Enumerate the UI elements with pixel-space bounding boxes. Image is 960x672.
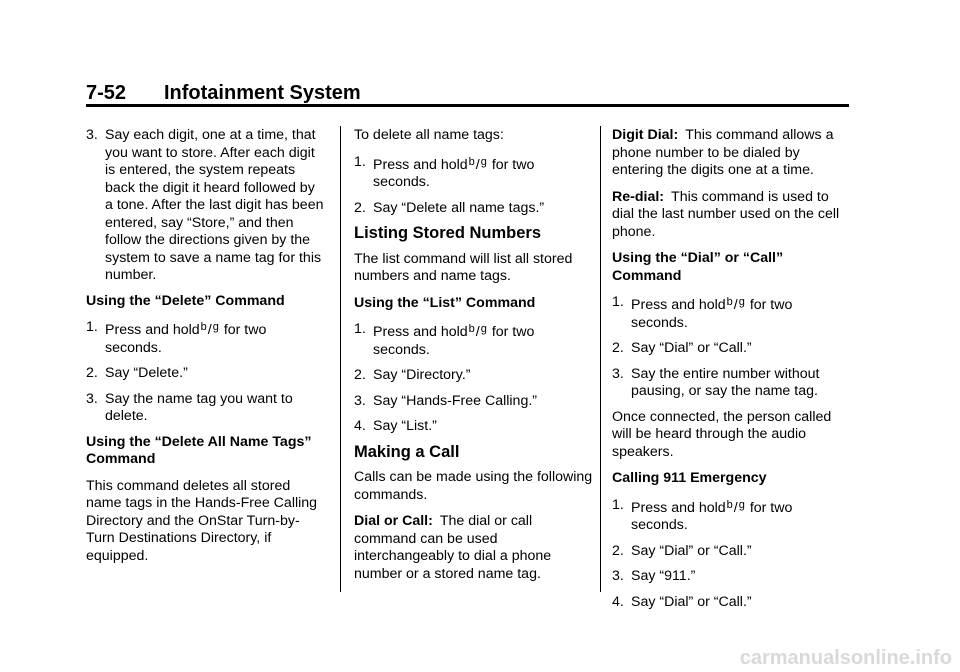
column-1 [86,127,326,574]
step-number: 2. [612,340,624,356]
dial-step-1 [612,294,852,332]
page-title: Infotainment System [164,82,361,104]
step-number: 3. [612,568,624,584]
step-text-post: for two seconds. [105,322,267,356]
step-text-post: for two seconds. [631,297,793,331]
step-number: 1. [612,294,624,310]
emergency-step-4 [612,594,852,612]
dial-step-3 [612,366,852,401]
step-number: 1. [86,319,98,335]
list-command-heading: Using the “List” Command [354,294,536,311]
dial-or-call-term: Dial or Call: [354,513,433,529]
emergency-step-1 [612,497,852,535]
step-text-post: for two seconds. [373,324,535,358]
digit-dial-term: Digit Dial: [612,127,679,143]
step-text-post: for two seconds. [631,499,793,533]
icon-separator: / [733,499,738,516]
step-number: 3. [86,390,98,407]
talk-icon: b [200,321,207,333]
emergency-heading: Calling 911 Emergency [612,470,767,486]
emergency-step-2 [612,543,852,561]
phone-icon: g [480,155,487,168]
step-text-pre: Press and hold [373,324,468,340]
redial-text: This command is used to dial the last number used on the cell phone. [612,188,840,240]
step-text: Say “Directory.” [373,367,471,383]
icon-separator: / [207,322,212,338]
delete-all-step-2 [354,200,594,218]
phone-icon: g [738,498,745,511]
emergency-step-3 [612,568,852,586]
step-text: Say “Hands-Free Calling.” [373,392,538,409]
step-text: Say “911.” [631,568,696,584]
step-number: 3. [86,127,98,143]
step-text-pre: Press and hold [373,156,468,173]
column-3 [612,127,852,619]
page-number: 7-52 [86,82,127,104]
phone-icon: g [480,323,487,335]
redial-term: Re-dial: [612,188,665,205]
icon-separator: / [475,156,480,173]
step-text-post: for two seconds. [373,156,535,190]
step-number: 2. [612,542,624,559]
making-a-call-paragraph: Calls can be made using the following commands. [354,469,593,503]
listing-stored-numbers-heading: Listing Stored Numbers [354,224,542,242]
talk-icon: b [726,296,733,308]
making-a-call-heading: Making a Call [354,442,460,461]
step-number: 1. [612,496,624,513]
digit-dial-text: This command allows a phone number to be dialed by entering the digits one at a time. [612,127,834,178]
delete-all-heading: Using the “Delete All Name Tags” Command [86,433,312,467]
column-divider-2 [600,126,601,592]
step-text: Say “Dial” or “Call.” [631,593,752,610]
list-step-3 [354,393,594,411]
step-text: Say each digit, one at a time, that you want to store. After each digit is entered, the system repeats back the digit it heard followed by a tone. After the last digit has been entered, say “Store,” and then follow the directions given by the system to save a name tag for this number. [105,127,324,283]
header-rule [86,104,849,107]
step-text-pre: Press and hold [631,499,726,516]
step-text-pre: Press and hold [105,322,200,338]
delete-step-3 [86,391,326,426]
delete-command-heading: Using the “Delete” Command [86,292,285,309]
step-number: 4. [354,418,366,434]
phone-icon: g [738,296,745,308]
step-text: Say “Dial” or “Call.” [631,340,752,356]
icon-separator: / [733,297,738,313]
talk-icon: b [468,323,475,335]
column-2 [354,127,594,592]
step-number: 4. [612,593,624,610]
redial-definition [612,189,852,242]
list-step-4 [354,418,594,436]
talk-icon: b [726,498,733,511]
dial-call-command-heading: Using the “Dial” or “Call” Command [612,250,784,284]
step-text: Say the entire number without pausing, or say the name tag. [631,365,820,399]
column-divider-1 [340,126,341,592]
step-text: Say “List.” [373,418,437,434]
delete-step-2 [86,365,326,383]
list-step-1 [354,321,594,359]
dial-or-call-text: The dial or call command can be used interchangeably to dial a phone number or a stored name tag. [354,513,552,582]
step-text: Say “Delete all name tags.” [373,199,545,216]
step-number: 1. [354,153,366,170]
step-text: Say “Delete.” [105,365,188,381]
connected-paragraph: Once connected, the person called will be heard through the audio speakers. [612,408,832,460]
step-text-pre: Press and hold [631,297,726,313]
delete-all-step-1 [354,154,594,192]
dial-step-2 [612,340,852,358]
step-number: 2. [354,199,366,216]
delete-step-1 [86,319,326,357]
store-step-3 [86,127,326,285]
list-step-2 [354,367,594,385]
step-text: Say the name tag you want to delete. [105,390,293,424]
delete-all-paragraph: This command deletes all stored name tags in the Hands-Free Calling Directory and the OnStar Turn-by-Turn Destinations Directory, if equipped. [86,477,318,564]
icon-separator: / [475,324,480,340]
dial-or-call-definition [354,513,594,583]
digit-dial-definition [612,127,852,180]
step-number: 3. [612,365,624,382]
phone-icon: g [212,321,219,333]
talk-icon: b [468,155,475,168]
watermark: carmanualsonline.info [739,647,952,669]
step-number: 3. [354,392,366,409]
step-number: 2. [354,367,366,383]
step-number: 2. [86,365,98,381]
delete-all-intro: To delete all name tags: [354,127,504,143]
page-header [86,82,848,106]
step-text: Say “Dial” or “Call.” [631,542,752,559]
step-number: 1. [354,321,366,337]
listing-paragraph: The list command will list all stored numbers and name tags. [354,250,573,284]
